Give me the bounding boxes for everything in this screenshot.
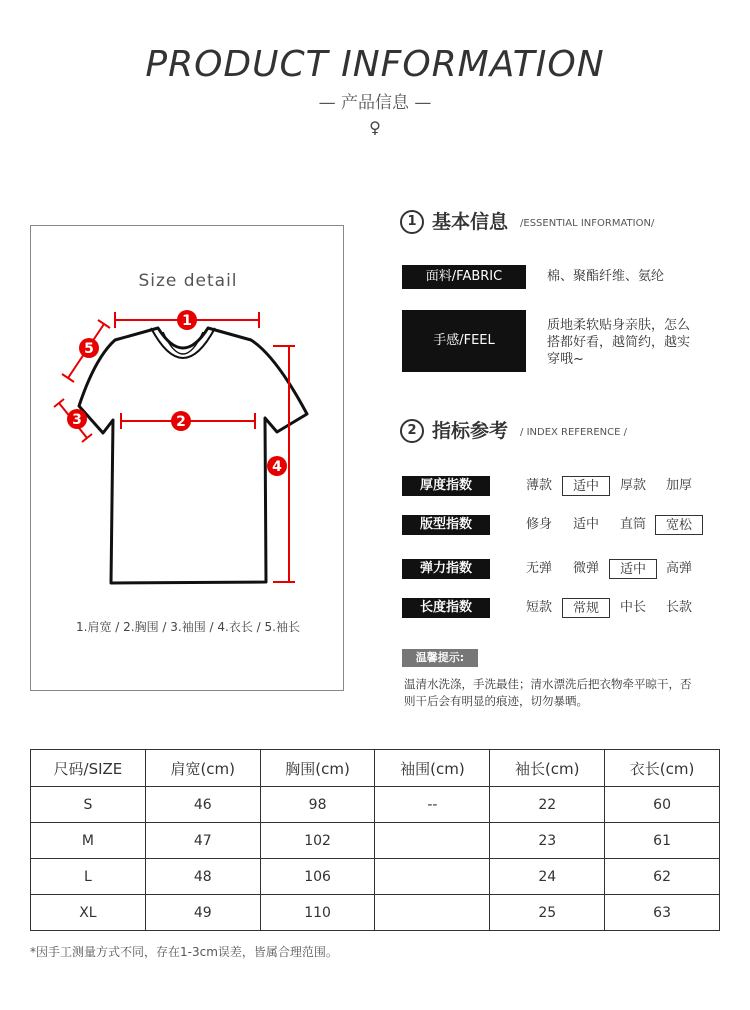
index-option: 微弹 (572, 561, 599, 576)
table-cell: 62 (605, 859, 720, 895)
index-label: 长度指数 (402, 598, 490, 618)
table-cell: 61 (605, 823, 720, 859)
index-option: 中长 (619, 600, 646, 615)
table-cell: 98 (260, 787, 375, 823)
basic-info-subtitle: /ESSENTIAL INFORMATION/ (520, 218, 655, 229)
table-cell (375, 823, 490, 859)
table-cell: M (31, 823, 146, 859)
table-cell: 22 (490, 787, 605, 823)
index-option: 无弹 (525, 561, 552, 576)
index-option: 加厚 (665, 478, 692, 493)
index-option: 薄款 (525, 478, 552, 493)
marker-1: 1 (182, 313, 192, 329)
index-label: 弹力指数 (402, 559, 490, 579)
tshirt-outline (79, 328, 307, 583)
table-cell: L (31, 859, 146, 895)
table-row (31, 859, 720, 895)
marker-2: 2 (176, 414, 186, 430)
table-cell: 60 (605, 787, 720, 823)
size-detail-legend: 1.肩宽 / 2.胸围 / 3.袖围 / 4.衣长 / 5.袖长 (76, 620, 300, 634)
index-option: 厚款 (619, 478, 646, 493)
table-cell: XL (31, 895, 146, 931)
table-cell: 63 (605, 895, 720, 931)
table-cell: 106 (260, 859, 375, 895)
table-header-row (31, 750, 720, 787)
table-cell (375, 895, 490, 931)
footnote: *因手工测量方式不同，存在1-3cm误差，皆属合理范围。 (30, 945, 338, 959)
index-ref-title: 指标参考 (432, 420, 509, 442)
marker-5: 5 (84, 341, 94, 357)
table-cell: 110 (260, 895, 375, 931)
feel-value (547, 317, 717, 368)
tip-line: 温清水洗涤，手洗最佳；清水漂洗后把衣物牵平晾干，否 (404, 677, 692, 691)
index-label: 厚度指数 (402, 476, 490, 496)
index-option: 直筒 (619, 517, 646, 532)
table-header-cell: 袖围(cm) (375, 750, 490, 787)
table-cell: 23 (490, 823, 605, 859)
table-header-cell: 袖长(cm) (490, 750, 605, 787)
table-header-cell: 肩宽(cm) (145, 750, 260, 787)
table-cell: S (31, 787, 146, 823)
section-number-2: 2 (400, 419, 424, 443)
index-option: 长款 (665, 600, 692, 615)
table-header-cell: 衣长(cm) (605, 750, 720, 787)
basic-info-title: 基本信息 (432, 211, 509, 233)
table-row (31, 823, 720, 859)
basic-info-heading (400, 207, 654, 234)
index-ref-subtitle: / INDEX REFERENCE / (520, 427, 627, 438)
table-cell: 48 (145, 859, 260, 895)
feel-value-line: 穿哦~ (547, 352, 584, 367)
feel-value-line: 搭都好看，越简约，越实 (547, 335, 691, 350)
size-detail-title: Size detail (138, 271, 238, 291)
index-option-selected: 适中 (609, 559, 657, 579)
index-option-selected: 适中 (562, 476, 610, 496)
table-cell: 24 (490, 859, 605, 895)
feel-value-line: 质地柔软贴身亲肤，怎么 (547, 318, 691, 333)
table-cell: 46 (145, 787, 260, 823)
table-cell: 25 (490, 895, 605, 931)
female-icon: ♀ (369, 118, 381, 137)
index-option: 修身 (525, 517, 552, 532)
tshirt-diagram (51, 306, 331, 606)
marker-3: 3 (72, 412, 82, 428)
feel-label: 手感/FEEL (402, 310, 526, 372)
size-table (30, 749, 720, 931)
table-cell: 102 (260, 823, 375, 859)
index-label: 版型指数 (402, 515, 490, 535)
table-cell: 47 (145, 823, 260, 859)
table-cell (375, 859, 490, 895)
index-option-selected: 常规 (562, 598, 610, 618)
fabric-value: 棉、聚酯纤维、氨纶 (547, 269, 665, 284)
page-subtitle: — 产品信息 — (318, 93, 432, 113)
measure-shoulder (115, 310, 259, 330)
marker-4: 4 (272, 459, 282, 475)
size-detail-panel (30, 225, 344, 691)
tip-text (404, 676, 714, 710)
index-option: 高弹 (665, 561, 692, 576)
table-header-cell: 胸围(cm) (260, 750, 375, 787)
table-cell: -- (375, 787, 490, 823)
index-ref-heading (400, 416, 627, 443)
table-header-cell: 尺码/SIZE (31, 750, 146, 787)
section-number-1: 1 (400, 210, 424, 234)
fabric-label: 面料/FABRIC (402, 265, 526, 289)
page-title: PRODUCT INFORMATION (145, 44, 605, 85)
table-cell: 49 (145, 895, 260, 931)
table-row (31, 787, 720, 823)
index-option-selected: 宽松 (655, 515, 703, 535)
index-option: 短款 (525, 600, 552, 615)
table-row (31, 895, 720, 931)
tip-line: 则干后会有明显的痕迹，切勿暴晒。 (404, 694, 588, 708)
tip-tag: 温馨提示: (402, 649, 478, 667)
index-option: 适中 (572, 517, 599, 532)
